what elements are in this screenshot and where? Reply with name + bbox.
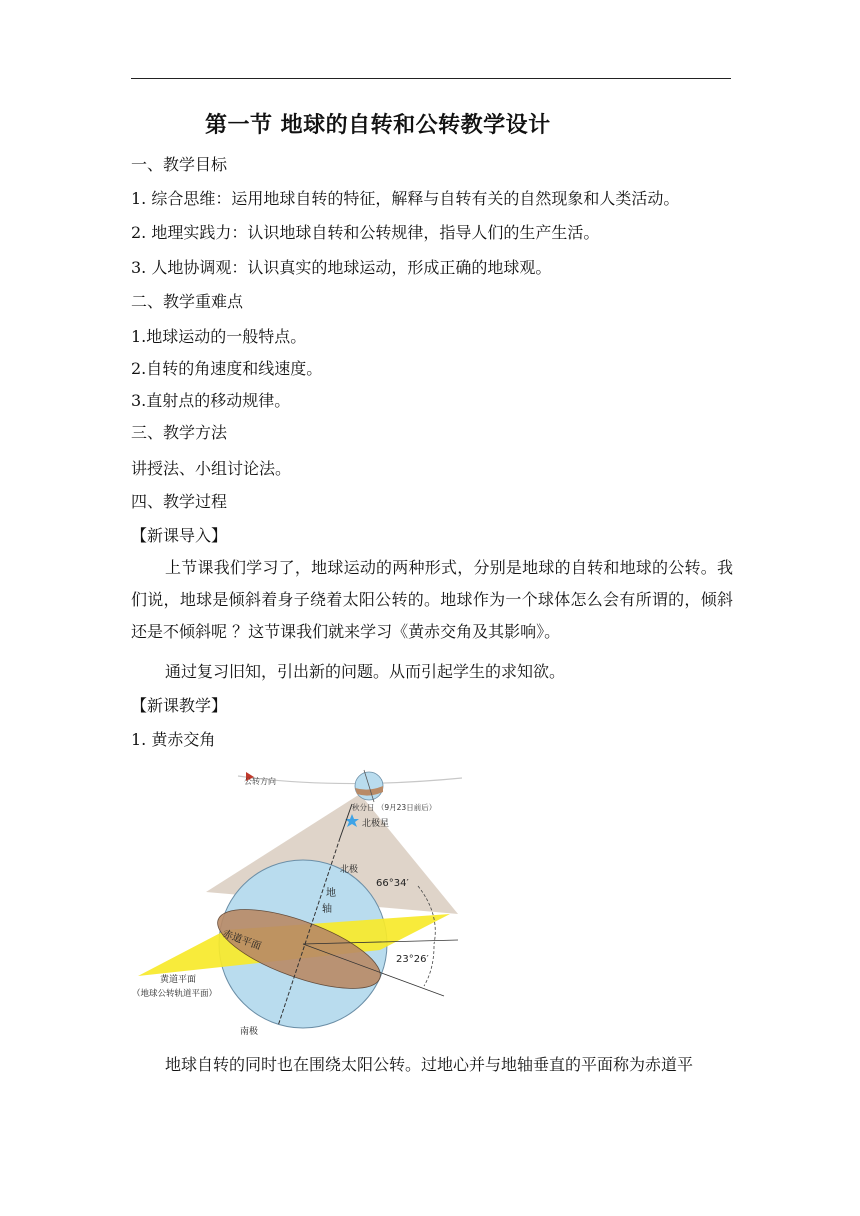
ecliptic-obliquity-figure <box>128 764 468 1040</box>
method-heading: 三、教学方法 <box>131 423 228 442</box>
label-ecliptic-plane: 黄道平面 <box>160 975 197 985</box>
goal-item-2: 2. 地理实践力：认识地球自转和公转规律，指导人们的生产生活。 <box>131 223 600 242</box>
angle-arc-2 <box>424 946 434 986</box>
key-point-1: 1.地球运动的一般特点。 <box>131 327 307 346</box>
goal-item-1: 1. 综合思维：运用地球自转的特征，解释与自转有关的自然现象和人类活动。 <box>131 189 680 208</box>
label-orbit-direction: 公转方向 <box>244 777 276 786</box>
intro-paragraph-2: 通过复习旧知，引出新的问题。从而引起学生的求知欲。 <box>165 662 566 681</box>
label-ecliptic-note: （地球公转轨道平面） <box>132 989 218 999</box>
label-south-pole: 南极 <box>240 1027 259 1037</box>
page-title: 第一节 地球的自转和公转教学设计 <box>205 113 551 138</box>
key-heading: 二、教学重难点 <box>131 292 244 311</box>
label-polaris: 北极星 <box>362 819 390 829</box>
intro-bracket: 【新课导入】 <box>131 526 228 545</box>
sub-heading: 1. 黄赤交角 <box>131 730 216 749</box>
label-axis-2: 轴 <box>322 904 332 915</box>
label-equator-plane: 赤道平面 <box>220 928 263 953</box>
bottom-paragraph: 地球自转的同时也在围绕太阳公转。过地心并与地轴垂直的平面称为赤道平 <box>165 1055 694 1074</box>
process-heading: 四、教学过程 <box>131 492 228 511</box>
label-angle-66: 66°34′ <box>376 878 409 889</box>
label-north-pole: 北极 <box>340 865 359 875</box>
key-point-3: 3.直射点的移动规律。 <box>131 391 291 410</box>
goals-heading: 一、教学目标 <box>131 155 228 174</box>
method-text: 讲授法、小组讨论法。 <box>131 459 292 478</box>
key-point-2: 2.自转的角速度和线速度。 <box>131 359 323 378</box>
figure-svg <box>128 764 468 1040</box>
intro-paragraph: 上节课我们学习了，地球运动的两种形式，分别是地球的自转和地球的公转。我们说，地球是倾斜着身子绕着太阳公转的。地球作为一个球体怎么会有所谓的，倾斜还是不倾斜呢 ？这节课我们就来学习《黄赤交角及其影响》。 <box>131 558 733 641</box>
label-angle-23: 23°26′ <box>396 954 429 965</box>
goal-item-3: 3. 人地协调观：认识真实的地球运动，形成正确的地球观。 <box>131 258 552 277</box>
label-equinox: 秋分日 （9月23日前后） <box>352 803 437 812</box>
teach-bracket: 【新课教学】 <box>131 696 228 715</box>
label-axis-1: 地 <box>326 888 336 899</box>
header-rule <box>131 78 731 79</box>
